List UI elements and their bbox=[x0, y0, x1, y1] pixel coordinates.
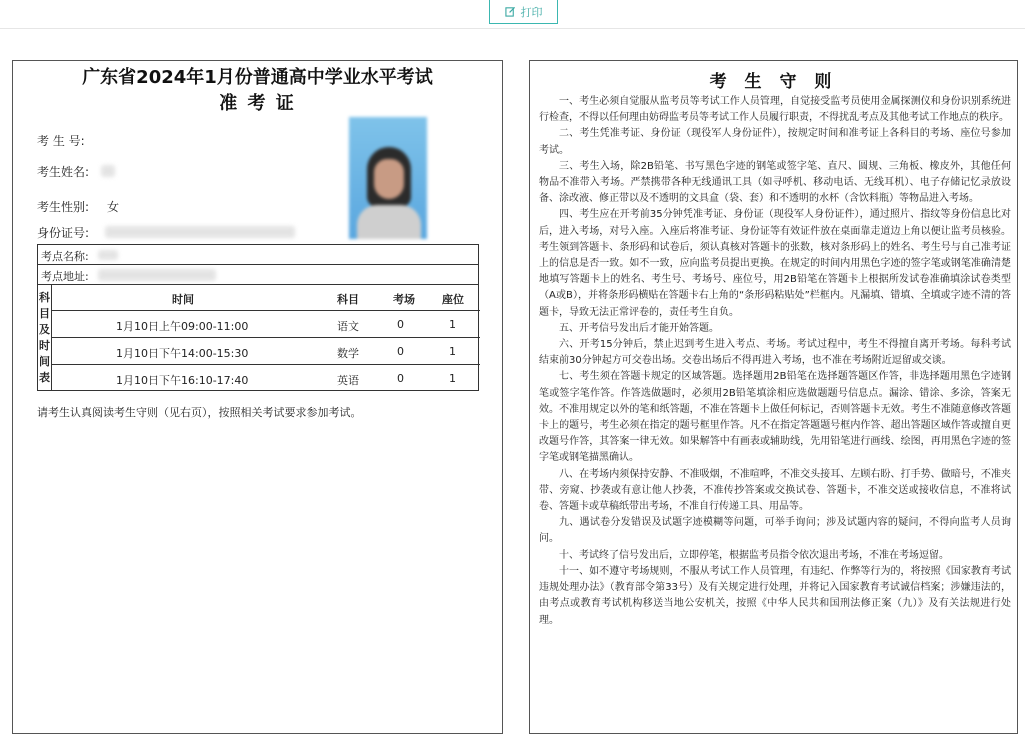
row-time: 1月10日下午16:10-17:40 bbox=[116, 374, 249, 387]
schedule-header-row bbox=[52, 285, 480, 311]
row-seat: 1 bbox=[449, 372, 456, 385]
rule-paragraph: 七、考生须在答题卡规定的区域答题。选择题用2B铅笔在选择题答题区作答，非选择题用黑色字迹钢笔或签字笔作答。作答选做题时，必须用2B铅笔填涂相应选做题题号信息点。漏涂、错涂、多涂，答案无效。不准用规定以外的笔和纸答题，不准在答题卡上做任何标记，否则答题卡无效。考生不准随意修改答题卡上的题号，考生必须在指定的题号框里作答。凡不在指定答题题号框内作答、超出答题区域作答或擅自更改题号作答，其答案一律无效。如果解答中有画表或辅助线，先用铅笔进行画线、绘图，再用黑色字迹的签字笔或钢笔描黑确认。 bbox=[539, 371, 1011, 464]
table-row bbox=[52, 365, 480, 391]
row-room: 0 bbox=[397, 372, 404, 385]
print-button[interactable] bbox=[489, 0, 558, 24]
venue-name-label: 考点名称: bbox=[41, 250, 89, 263]
row-subject: 数学 bbox=[337, 347, 359, 360]
name-label: 考生姓名: bbox=[37, 165, 90, 179]
top-toolbar bbox=[0, 0, 1025, 29]
candidate-photo bbox=[349, 117, 427, 239]
redacted-venue-address bbox=[98, 269, 216, 281]
exam-no-label: 考 生 号: bbox=[37, 134, 85, 148]
redacted-id bbox=[105, 226, 295, 238]
rule-paragraph: 三、考生入场，除2B铅笔、书写黑色字迹的钢笔或签字笔、直尺、圆规、三角板、橡皮外，其他任何物品不准带入考场。严禁携带各种无线通讯工具（如寻呼机、移动电话、无线耳机）、电子存储记忆录放设备、涂改液、修正带以及不透明的文具盒（袋、套）和不透明的水杯（含饮料瓶）等物品进入考场。 bbox=[539, 160, 1011, 205]
venue-name-row bbox=[38, 245, 478, 265]
print-label: 打印 bbox=[520, 5, 543, 19]
rule-paragraph: 八、在考场内须保持安静、不准吸烟，不准喧哗，不准交头接耳、左顾右盼、打手势、做暗号，不准夹带、旁窥、抄袭或有意让他人抄袭，不准传抄答案或交换试卷、答题卡，不准交送或接收信息，不准将试卷、答题卡或草稿纸带出考场，不准自行传递工具、用品等。 bbox=[539, 468, 1011, 513]
id-label: 身份证号: bbox=[37, 226, 90, 240]
row-room: 0 bbox=[397, 345, 404, 358]
ticket-title: 准 考 证 bbox=[219, 93, 296, 114]
rule-paragraph: 九、遇试卷分发错误及试题字迹模糊等问题，可举手询问；涉及试题内容的疑问，不得向监考人员询问。 bbox=[539, 517, 1011, 545]
rule-paragraph: 二、考生凭准考证、身份证（现役军人身份证件），按规定时间和准考证上各科目的考场、座位号参加考试。 bbox=[539, 128, 1011, 156]
row-seat: 1 bbox=[449, 345, 456, 358]
venue-schedule-table bbox=[37, 244, 479, 391]
admission-ticket-panel bbox=[12, 60, 503, 734]
header-time: 时间 bbox=[172, 293, 194, 306]
redacted-venue-name bbox=[98, 250, 118, 260]
header-seat: 座位 bbox=[442, 293, 464, 306]
edit-icon bbox=[505, 6, 516, 17]
rule-paragraph: 四、考生应在开考前35分钟凭准考证、身份证（现役军人身份证件），通过照片、指纹等身份信息比对后，进入考场，对号入座。入座后将准考证、身份证等有效证件放在桌面靠走道边上角以便让监考员核验。考生领到答题卡、条形码和试卷后，须认真核对答题卡的张数，核对条形码上的姓名、考生号与自己准考证上的信息是否一致。如不一致，应向监考员提出更换。在规定的时间内用黑色字迹的签字笔或钢笔准确清楚地填写答题卡上的姓名、考生号、考场号、座位号，用2B铅笔在答题卡上根据所发试卷准确填涂试卷类型（A或B），并将条形码横贴在答题卡右上角的“条形码粘贴处”栏框内。凡漏填、错填、全填或字迹不清的答题卡，导致无法正常评卷的，责任考生自负。 bbox=[539, 209, 1011, 318]
schedule-side-label: 科 目 及 时 间 表 bbox=[38, 285, 52, 391]
gender-value: 女 bbox=[107, 200, 120, 214]
venue-address-label: 考点地址: bbox=[41, 270, 89, 283]
rule-paragraph: 六、开考15分钟后，禁止迟到考生进入考点、考场。考试过程中，考生不得擅自离开考场。每科考试结束前30分钟起方可交卷出场。交卷出场后不得再进入考场，也不准在考场附近逗留或交谈。 bbox=[539, 339, 1011, 367]
table-row bbox=[52, 338, 480, 365]
header-room: 考场 bbox=[393, 293, 415, 306]
rule-paragraph: 五、开考信号发出后才能开始答题。 bbox=[559, 322, 719, 334]
candidate-rules-panel bbox=[529, 60, 1018, 734]
header-subject: 科目 bbox=[337, 293, 359, 306]
venue-address-row bbox=[38, 265, 478, 285]
row-time: 1月10日上午09:00-11:00 bbox=[116, 320, 249, 333]
row-room: 0 bbox=[397, 318, 404, 331]
rules-text bbox=[539, 94, 1011, 629]
rule-paragraph: 十、考试终了信号发出后，立即停笔，根据监考员指令依次退出考场，不准在考场逗留。 bbox=[559, 549, 949, 561]
gender-label: 考生性别: bbox=[37, 200, 90, 214]
rules-title: 考 生 守 则 bbox=[709, 72, 838, 92]
row-subject: 语文 bbox=[337, 320, 359, 333]
reading-note: 请考生认真阅读考生守则（见右页），按照相关考试要求参加考试。 bbox=[37, 406, 362, 419]
rule-paragraph: 一、考生必须自觉服从监考员等考试工作人员管理，自觉接受监考员使用金属探测仪和身份识别系统进行检查，不得以任何理由妨碍监考员等考试工作人员履行职责，不得扰乱考点及其他考试工作地点的秩序。 bbox=[539, 96, 1011, 124]
row-seat: 1 bbox=[449, 318, 456, 331]
rule-paragraph: 十一、如不遵守考场规则，不服从考试工作人员管理，有违纪、作弊等行为的，将按照《国家教育考试违规处理办法》（教育部令第33号）及有关规定进行处理，并将记入国家教育考试诚信档案；涉嫌违法的，由考点或教育考试机构移送当地公安机关，按照《中华人民共和国刑法修正案（九）》及有关法规进行处理。 bbox=[539, 565, 1011, 626]
row-subject: 英语 bbox=[337, 374, 359, 387]
redacted-name bbox=[101, 165, 115, 177]
row-time: 1月10日下午14:00-15:30 bbox=[116, 347, 249, 360]
exam-title: 广东省2024年1月份普通高中学业水平考试 bbox=[82, 67, 433, 88]
table-row bbox=[52, 311, 480, 338]
